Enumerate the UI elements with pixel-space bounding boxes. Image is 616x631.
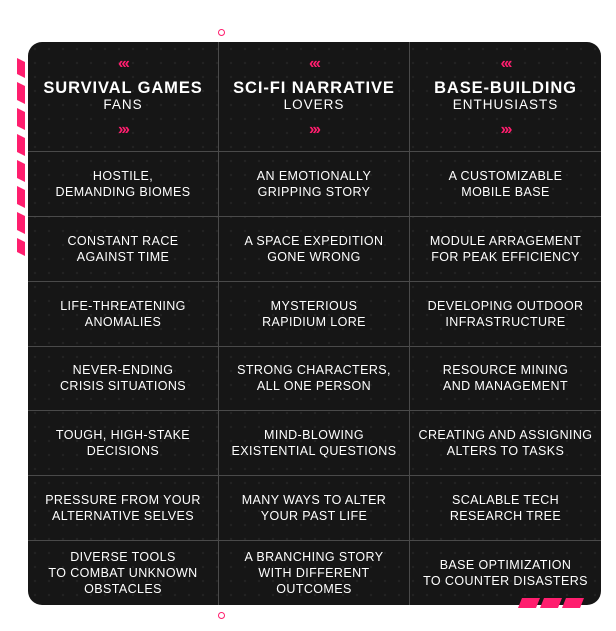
table-cell: A CUSTOMIZABLE MOBILE BASE [410,151,601,216]
chevron-left-icon: ‹‹‹ [118,54,128,72]
column-title: BASE-BUILDING [434,78,577,97]
table-cell: MIND-BLOWING EXISTENTIAL QUESTIONS [219,410,410,475]
table-cell: MYSTERIOUS RAPIDIUM LORE [219,281,410,346]
table-cell: CREATING AND ASSIGNING ALTERS TO TASKS [410,410,601,475]
table-cell: DIVERSE TOOLS TO COMBAT UNKNOWN OBSTACLES [28,540,219,605]
column-title: SCI-FI NARRATIVE [233,78,395,97]
table-cell: SCALABLE TECH RESEARCH TREE [410,475,601,540]
table-cell: DEVELOPING OUTDOOR INFRASTRUCTURE [410,281,601,346]
chevron-right-icon: ››› [118,120,128,138]
column-subtitle: LOVERS [283,96,345,112]
decorative-stripes [13,58,25,258]
comparison-grid [28,42,601,605]
table-cell: MODULE ARRAGEMENT FOR PEAK EFFICIENCY [410,216,601,281]
table-cell: BASE OPTIMIZATION TO COUNTER DISASTERS [410,540,601,605]
table-cell: PRESSURE FROM YOUR ALTERNATIVE SELVES [28,475,219,540]
column-header-survival [28,42,219,151]
chevron-right-icon: ››› [309,120,319,138]
chevron-left-icon: ‹‹‹ [309,54,319,72]
table-cell: CONSTANT RACE AGAINST TIME [28,216,219,281]
top-divider-dot [218,29,225,36]
table-cell: TOUGH, HIGH-STAKE DECISIONS [28,410,219,475]
column-title: SURVIVAL GAMES [43,78,203,97]
column-subtitle: FANS [103,96,143,112]
column-header-basebuilding [410,42,601,151]
table-cell: A SPACE EXPEDITION GONE WRONG [219,216,410,281]
comparison-board [28,42,601,605]
table-cell: A BRANCHING STORY WITH DIFFERENT OUTCOMES [219,540,410,605]
table-cell: AN EMOTIONALLY GRIPPING STORY [219,151,410,216]
chevron-left-icon: ‹‹‹ [500,54,511,72]
chevron-right-icon: ››› [500,120,511,138]
column-subtitle: ENTHUSIASTS [452,96,559,112]
table-cell: MANY WAYS TO ALTER YOUR PAST LIFE [219,475,410,540]
column-header-scifi [219,42,410,151]
table-cell: LIFE-THREATENING ANOMALIES [28,281,219,346]
decorative-bars [518,598,588,608]
table-cell: NEVER-ENDING CRISIS SITUATIONS [28,346,219,411]
bottom-divider-dot [218,612,225,619]
table-cell: HOSTILE, DEMANDING BIOMES [28,151,219,216]
table-cell: STRONG CHARACTERS, ALL ONE PERSON [219,346,410,411]
table-cell: RESOURCE MINING AND MANAGEMENT [410,346,601,411]
